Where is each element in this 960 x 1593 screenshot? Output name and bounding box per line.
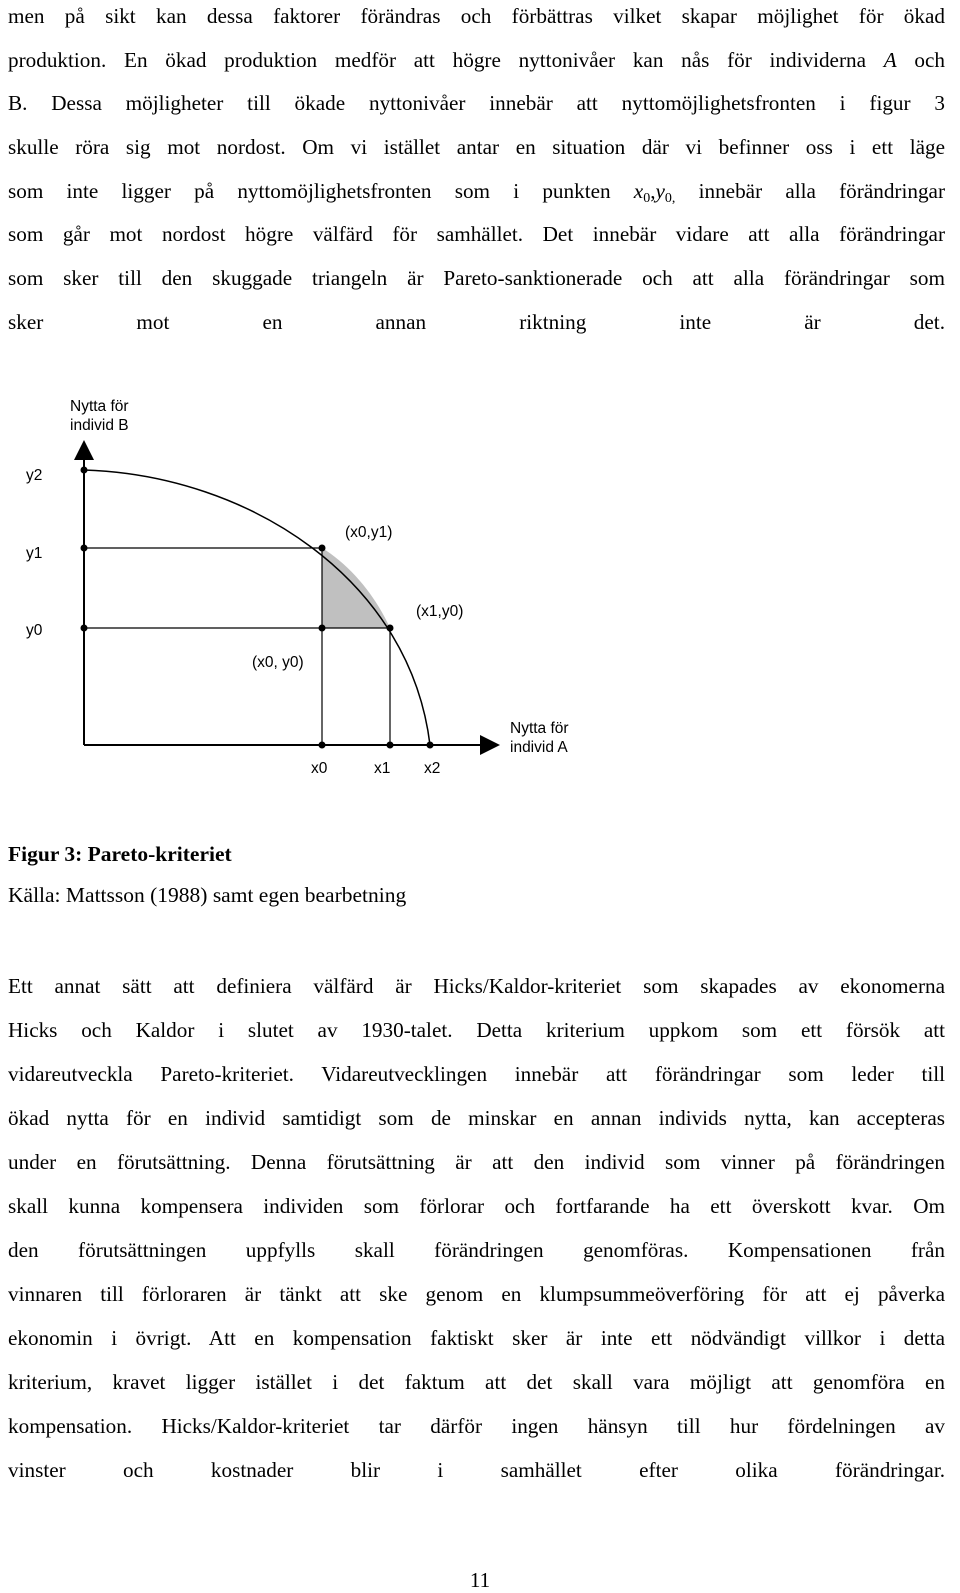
text-line: som går mot nordost högre välfärd för samhället. Det innebär vidare att alla förändringar — [8, 222, 945, 246]
point-x1 — [387, 742, 394, 749]
text-line: kompensation. Hicks/Kaldor-kriteriet tar därför ingen hänsyn till hur fördelningen av — [8, 1414, 945, 1438]
text-line: produktion. En ökad produktion medför att högre nyttonivåer kan nås för individerna A och — [8, 48, 945, 72]
text-line: skall kunna kompensera individen som förlorar och fortfarande ha ett överskott kvar. Om — [8, 1194, 945, 1218]
point-y2 — [81, 467, 88, 474]
point-label-x1-y0: (x1,y0) — [416, 603, 464, 620]
point-x0 — [319, 742, 326, 749]
text-line: men på sikt kan dessa faktorer förändras och förbättras vilket skapar möjlighet för ökad — [8, 4, 945, 28]
text-line: ekonomin i övrigt. Att en kompensation faktiskt sker är inte ett nödvändigt villkor i detta — [8, 1326, 945, 1350]
point-x0-y0 — [319, 625, 326, 632]
text-line: vinster och kostnader blir i samhället efter olika förändringar. — [8, 1458, 945, 1482]
text-line: under en förutsättning. Denna förutsättning är att den individ som vinner på förändringen — [8, 1150, 945, 1174]
text-line: ökad nytta för en individ samtidigt som de minskar en annan individs nytta, kan accepteras — [8, 1106, 945, 1130]
figure-caption-title: Figur 3: Pareto-kriteriet — [8, 842, 232, 866]
point-y1 — [81, 545, 88, 552]
point-x0-y1 — [319, 545, 326, 552]
x-tick-label: x1 — [374, 760, 391, 777]
text-line: B. Dessa möjligheter till ökade nyttonivåer innebär att nyttomöjlighetsfronten i figur 3 — [8, 91, 945, 115]
x-axis-label-line2: individ A — [510, 739, 568, 756]
y-axis-label-line2: individ B — [70, 417, 129, 434]
point-x1-y0 — [387, 625, 394, 632]
top-paragraph — [8, 0, 945, 380]
x-tick-label: x2 — [424, 760, 441, 777]
text-line: skulle röra sig mot nordost. Om vi istället antar en situation där vi befinner oss i ett läge — [8, 135, 945, 159]
y-tick-label: y0 — [26, 622, 43, 639]
page-number: 11 — [469, 1568, 491, 1592]
text-line: vinnaren till förloraren är tänkt att ske genom en klumpsummeöverföring för att ej påverka — [8, 1282, 945, 1306]
figure-caption-source: Källa: Mattsson (1988) samt egen bearbetning — [8, 883, 407, 907]
text-line: som sker till den skuggade triangeln är Pareto-sanktionerade och att alla förändringar som — [8, 266, 945, 290]
y-tick-label: y2 — [26, 467, 43, 484]
text-line: sker mot en annan riktning inte är det. — [8, 310, 945, 334]
x-tick-label: x0 — [311, 760, 328, 777]
pareto-figure — [0, 380, 960, 800]
x-axis-label-line1: Nytta för — [510, 720, 569, 737]
text-line: vidareutveckla Pareto-kriteriet. Vidareutvecklingen innebär att förändringar som leder till — [8, 1062, 945, 1086]
bottom-paragraph — [8, 970, 945, 1530]
point-label-x0-y0: (x0, y0) — [252, 654, 304, 671]
text-line: den förutsättningen uppfylls skall förändringen genomföras. Kompensationen från — [8, 1238, 945, 1262]
point-y0 — [81, 625, 88, 632]
y-axis-label-line1: Nytta för — [70, 398, 129, 415]
point-x2 — [427, 742, 434, 749]
text-line: som inte ligger på nyttomöjlighetsfronten som i punkten $x_0,y_{0,}$ innebär alla förändringar — [8, 179, 946, 206]
text-line: kriterium, kravet ligger istället i det faktum att det skall vara möjligt att genomföra en — [8, 1370, 945, 1394]
point-label-x0-y1: (x0,y1) — [345, 524, 393, 541]
text-line: Hicks och Kaldor i slutet av 1930-talet. Detta kriterium uppkom som ett försök att — [8, 1018, 945, 1042]
y-tick-label: y1 — [26, 545, 43, 562]
text-line: Ett annat sätt att definiera välfärd är Hicks/Kaldor-kriteriet som skapades av ekonomerna — [8, 974, 945, 998]
